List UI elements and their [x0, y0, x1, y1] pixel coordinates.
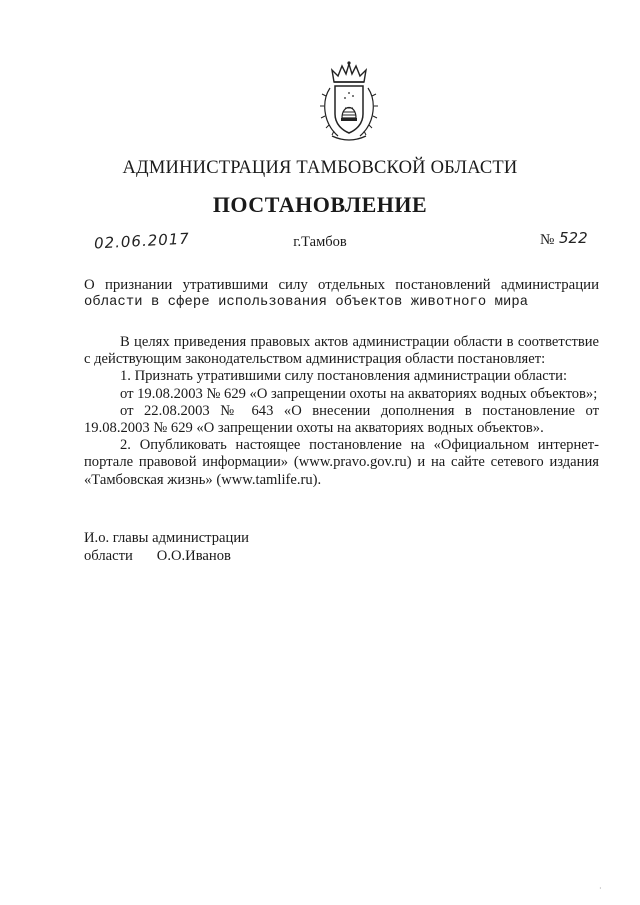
- city: г.Тамбов: [293, 234, 347, 250]
- item-2: 2. Опубликовать настоящее постановление на «Официальном интернет-портале правовой информации» (www.pravo.gov.ru) и на сайте сетевого издания «Тамбовская жизнь» (www.tamlife.ru).: [84, 437, 599, 488]
- coat-of-arms-icon: [318, 60, 380, 144]
- signature-block: [84, 530, 249, 565]
- handwritten-date: 02.06.2017: [93, 229, 191, 253]
- document-body: [84, 334, 599, 489]
- signatory-position-cont: [84, 548, 249, 566]
- document-type: ПОСТАНОВЛЕНИЕ: [212, 192, 428, 217]
- title-line-2: области в сфере использования объектов животного мира: [84, 295, 529, 310]
- scan-mark: ·: [599, 884, 602, 893]
- document-title: [84, 277, 599, 311]
- handwritten-number: 522: [559, 229, 588, 247]
- item-1: 1. Признать утратившими силу постановления администрации области:: [120, 368, 567, 385]
- signatory-name: О.О.Иванов: [156, 547, 231, 564]
- organization-name: АДМИНИСТРАЦИЯ ТАМБОВСКОЙ ОБЛАСТИ: [122, 158, 518, 178]
- item-1-b: от 22.08.2003 № 643 «О внесении дополнения в постановление от 19.08.2003 № 629 «О запрещении охоты на акваториях водных объектов».: [84, 402, 599, 437]
- signatory-region: области: [84, 547, 133, 564]
- number-label: №: [540, 232, 555, 248]
- signatory-position: И.о. главы администрации: [84, 530, 249, 546]
- item-1-a: от 19.08.2003 № 629 «О запрещении охоты на акваториях водных объектов»;: [120, 385, 598, 402]
- preamble-paragraph: В целях приведения правовых актов администрации области в соответствие с действующим законодательством администрация области постановляет:: [84, 334, 599, 368]
- title-line-1: О признании утратившими силу отдельных постановлений администрации: [84, 277, 599, 293]
